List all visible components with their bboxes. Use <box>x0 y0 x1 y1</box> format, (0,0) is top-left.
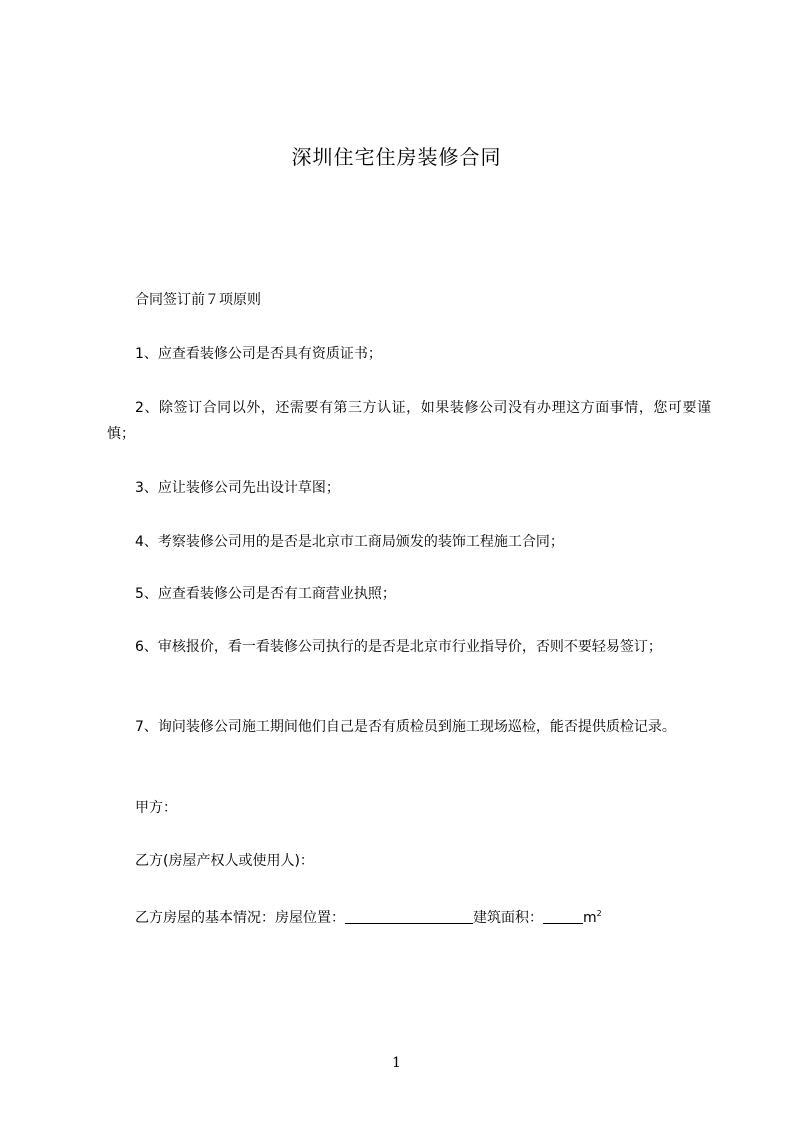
party-a-label: 甲方： <box>135 800 177 816</box>
principle-1: 1、应查看装修公司是否具有资质证书； <box>135 346 382 362</box>
intro-heading: 合同签订前７项原则 <box>135 292 261 308</box>
principle-3: 3、应让装修公司先出设计草图； <box>135 480 340 496</box>
house-info-line <box>107 901 711 931</box>
principle-5: 5、应查看装修公司是否有工商营业执照； <box>135 586 396 602</box>
area-label: 建筑面积： <box>473 910 543 926</box>
principle-4: 4、考察装修公司用的是否是北京市工商局颁发的装饰工程施工合同； <box>135 534 564 550</box>
principle-7: 7、询问装修公司施工期间他们自己是否有质检员到施工现场巡检，能否提供质检记录。 <box>135 719 676 735</box>
area-unit-superscript: 2 <box>596 909 602 918</box>
area-blank[interactable] <box>543 909 583 924</box>
principle-6: 6、审核报价，看一看装修公司执行的是否是北京市行业指导价，否则不要轻易签订； <box>135 639 662 655</box>
page-number: 1 <box>392 1055 401 1071</box>
house-location-label: 乙方房屋的基本情况：房屋位置： <box>135 910 345 926</box>
party-b-label: 乙方(房屋产权人或使用人)： <box>135 853 314 869</box>
document-title: 深圳住宅住房装修合同 <box>291 145 502 169</box>
area-unit: m <box>583 910 597 926</box>
house-location-blank[interactable] <box>345 909 473 924</box>
principle-2: 2、除签订合同以外，还需要有第三方认证，如果装修公司没有办理这方面事情，您可要谨慎； <box>107 400 711 442</box>
